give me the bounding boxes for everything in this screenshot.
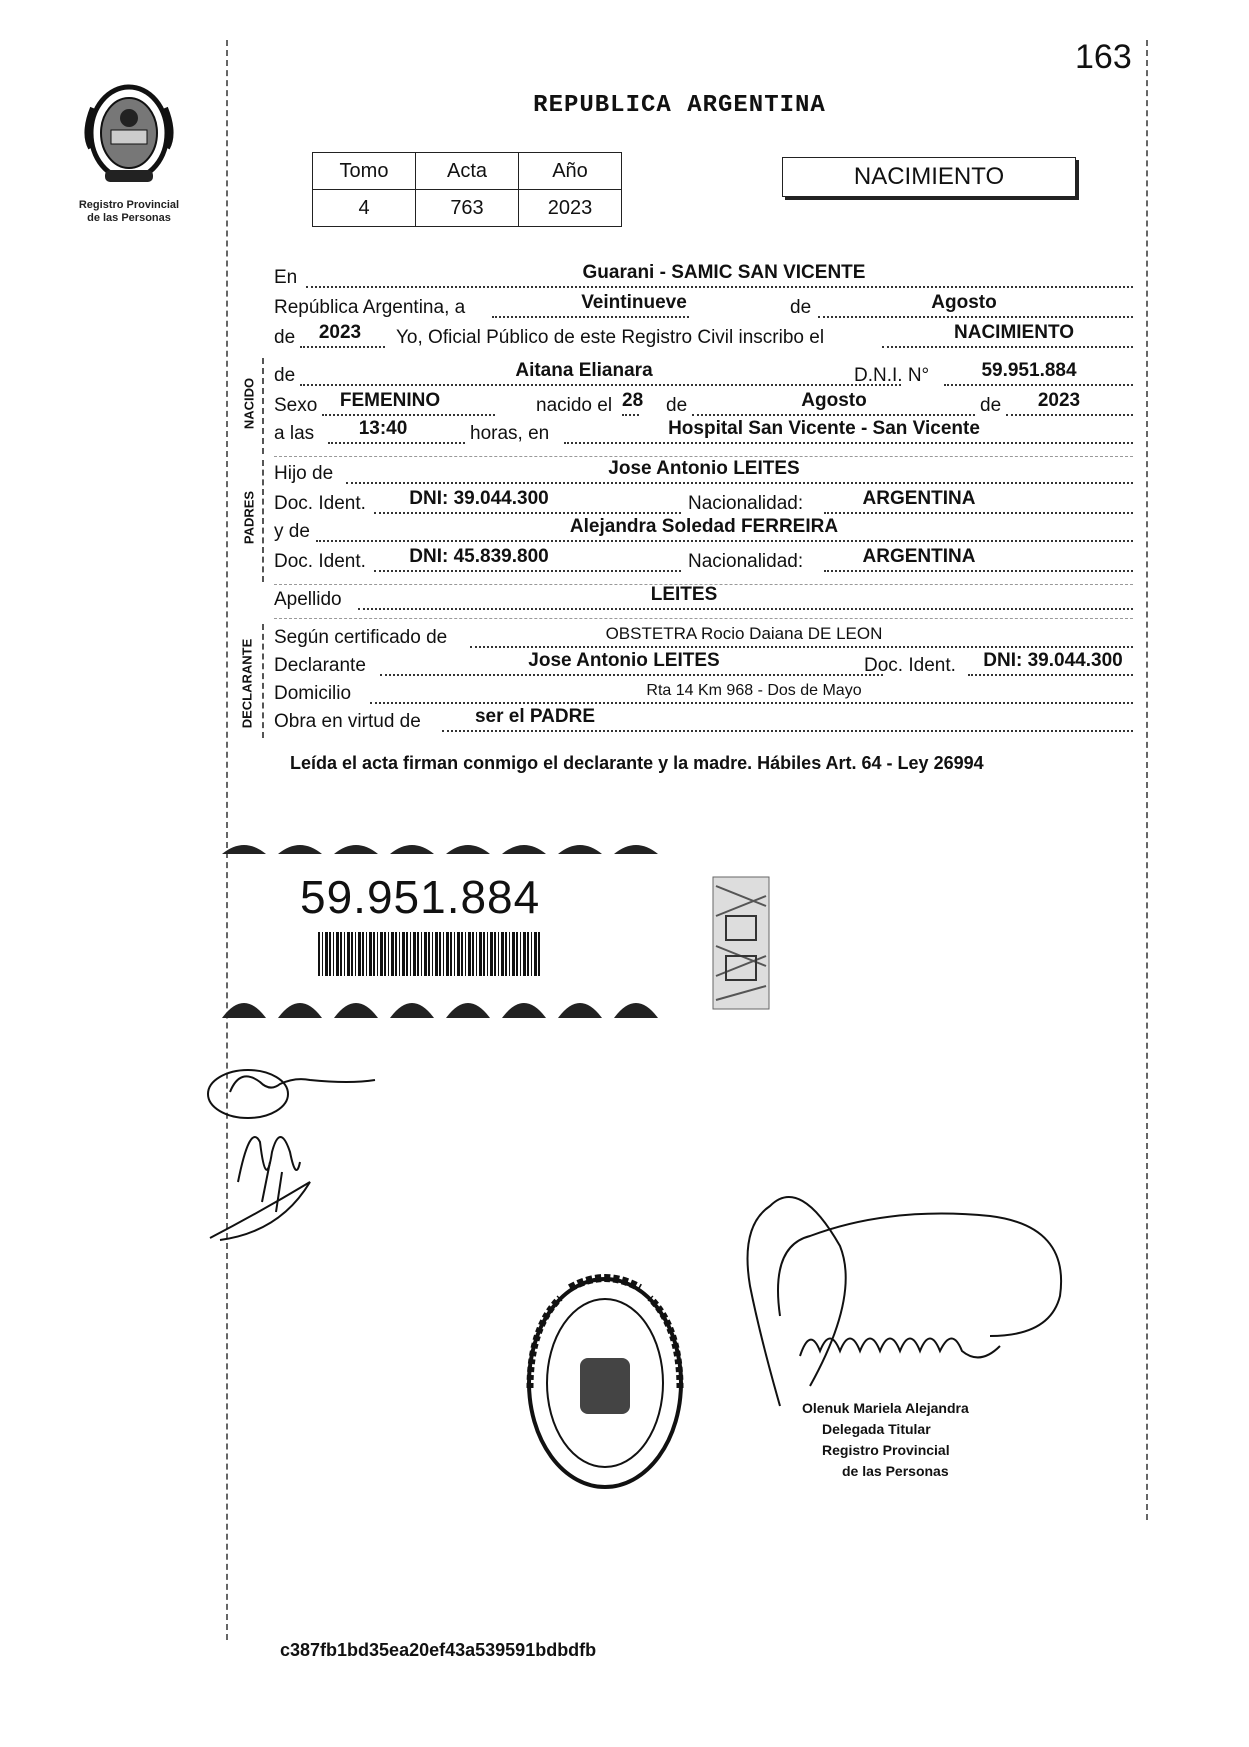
label-apellido: Apellido — [274, 589, 342, 610]
value-doc-declarante: DNI: 39.044.300 — [983, 650, 1123, 671]
value-nombre: Aitana Elianara — [515, 360, 653, 381]
row-nombre — [274, 360, 1133, 390]
label-dni: D.N.I. N° — [854, 365, 930, 386]
oficial-role: Delegada Titular — [822, 1421, 931, 1437]
row-padre — [274, 458, 1133, 488]
row-declarante — [274, 650, 1133, 680]
label-obra: Obra en virtud de — [274, 711, 421, 732]
row-en — [274, 262, 1133, 292]
row-padre-doc — [274, 488, 1133, 518]
value-hora: 13:40 — [358, 418, 408, 439]
acta-value-cell: 2023 — [519, 190, 622, 227]
value-padre-nac: ARGENTINA — [862, 488, 976, 509]
oficial-signature — [690, 1186, 1100, 1416]
oficial-office2: de las Personas — [842, 1463, 949, 1479]
document-type-box: NACIMIENTO — [782, 157, 1076, 197]
declarante-signature — [200, 1062, 400, 1252]
value-padre-doc: DNI: 39.044.300 — [409, 488, 549, 509]
value-mes-nac: Agosto — [801, 390, 867, 411]
value-domicilio: Rta 14 Km 968 - Dos de Mayo — [646, 682, 862, 699]
document-title: REPUBLICA ARGENTINA — [533, 92, 826, 119]
label-segun: Según certificado de — [274, 627, 448, 648]
value-obra: ser el PADRE — [474, 706, 596, 727]
separator — [274, 618, 1133, 619]
row-domicilio — [274, 678, 1133, 708]
section-label-declarante: DECLARANTE — [239, 638, 255, 729]
padres-bracket — [262, 460, 264, 582]
value-dia-nac: 28 — [622, 390, 644, 411]
value-anio-nac: 2023 — [1037, 390, 1081, 411]
label-doc-declarante: Doc. Ident. — [864, 655, 956, 676]
value-segun: OBSTETRA Rocio Daiana DE LEON — [605, 624, 883, 643]
section-label-padres: PADRES — [241, 490, 257, 545]
value-madre: Alejandra Soledad FERREIRA — [569, 516, 839, 537]
label-republica: República Argentina, a — [274, 297, 466, 318]
oficial-office: Registro Provincial — [822, 1442, 950, 1458]
declarante-bracket — [262, 624, 264, 738]
value-dni: 59.951.884 — [981, 360, 1077, 381]
label-a-las: a las — [274, 423, 315, 444]
official-seal-stamp — [520, 1268, 690, 1498]
nacido-bracket — [262, 358, 264, 454]
separator — [274, 456, 1133, 457]
row-segun — [274, 622, 1133, 652]
label-y-de: y de — [274, 521, 310, 542]
label-de-nombre: de — [274, 365, 296, 386]
section-label-nacido: NACIDO — [241, 377, 257, 430]
barcode — [318, 932, 540, 976]
row-madre-doc — [274, 546, 1133, 576]
row-apellido — [274, 584, 1133, 614]
logo-caption — [64, 199, 194, 225]
acta-header-row — [313, 153, 622, 190]
value-sexo: FEMENINO — [339, 390, 441, 411]
logo-caption-line1: Registro Provincial — [78, 199, 180, 211]
label-doc-padre: Doc. Ident. — [274, 493, 366, 514]
label-nac-madre: Nacionalidad: — [688, 551, 804, 572]
value-madre-nac: ARGENTINA — [862, 546, 976, 567]
label-declarante: Declarante — [274, 655, 366, 676]
label-yo-oficial: Yo, Oficial Público de este Registro Civil inscribo el — [396, 327, 825, 348]
label-doc-madre: Doc. Ident. — [274, 551, 366, 572]
value-mes-registro: Agosto — [931, 292, 997, 313]
acta-table — [312, 152, 622, 227]
label-de: de — [790, 297, 812, 318]
value-declarante: Jose Antonio LEITES — [528, 650, 720, 671]
value-anio-registro: 2023 — [318, 322, 362, 343]
value-apellido: LEITES — [650, 584, 718, 605]
page-number: 163 — [1075, 38, 1132, 76]
label-de2: de — [274, 327, 296, 348]
value-inscribo: NACIMIENTO — [954, 322, 1074, 343]
sticker-dni-number: 59.951.884 — [300, 871, 541, 923]
row-fecha — [274, 292, 1133, 322]
nota-firmas: Leída el acta firman conmigo el declarante y la madre. Hábiles Art. 64 - Ley 26994 — [290, 753, 984, 773]
right-margin-line — [1146, 40, 1148, 1520]
label-domicilio: Domicilio — [274, 683, 352, 704]
value-lugar-registro: Guarani - SAMIC SAN VICENTE — [582, 262, 866, 283]
label-nacido-el: nacido el — [536, 395, 613, 416]
acta-header-cell: Tomo — [313, 153, 416, 190]
acta-header-cell: Acta — [416, 153, 519, 190]
row-sexo — [274, 390, 1133, 420]
acta-header-cell: Año — [519, 153, 622, 190]
value-madre-doc: DNI: 45.839.800 — [409, 546, 549, 567]
label-de-nac: de — [666, 395, 688, 416]
label-horas-en: horas, en — [470, 423, 550, 444]
oficial-name: Olenuk Mariela Alejandra — [802, 1400, 969, 1416]
label-hijo-de: Hijo de — [274, 463, 334, 484]
row-inscribo — [274, 322, 1133, 352]
label-de-nac2: de — [980, 395, 1002, 416]
acta-value-row — [313, 190, 622, 227]
label-nac-padre: Nacionalidad: — [688, 493, 804, 514]
row-madre — [274, 516, 1133, 546]
acta-value-cell: 4 — [313, 190, 416, 227]
label-sexo: Sexo — [274, 395, 318, 416]
row-hora — [274, 418, 1133, 448]
value-padre: Jose Antonio LEITES — [608, 458, 800, 479]
acta-value-cell: 763 — [416, 190, 519, 227]
oficial-caption — [802, 1398, 1062, 1482]
hologram-seal-icon — [712, 876, 770, 1010]
document-hash: c387fb1bd35ea20ef43a539591bdbdfb — [280, 1640, 597, 1660]
label-en: En — [274, 267, 298, 288]
logo-caption-line2: de las Personas — [87, 212, 171, 224]
value-lugar-nac: Hospital San Vicente - San Vicente — [668, 418, 980, 439]
value-dia-registro: Veintinueve — [581, 292, 687, 313]
row-obra — [274, 706, 1133, 736]
dni-sticker-pattern — [222, 838, 670, 1018]
